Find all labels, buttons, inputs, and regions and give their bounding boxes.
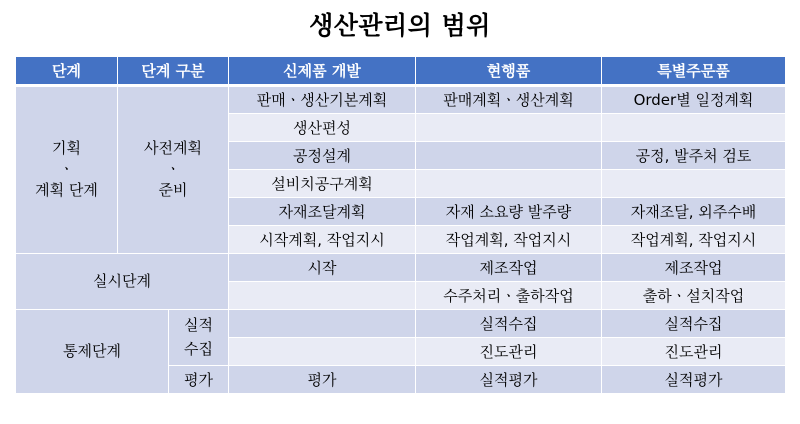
cell-new-product: 공정설계 [229, 141, 416, 169]
production-scope-table [15, 57, 786, 394]
cell-current-product: 실적평가 [416, 365, 602, 393]
cell-current-product: 수주처리ㆍ출하작업 [416, 281, 602, 309]
cell-special-order: 작업계획, 작업지시 [602, 225, 786, 253]
cell-new-product [229, 309, 416, 337]
cell-new-product: 판매ㆍ생산기본계획 [229, 85, 416, 113]
cell-new-product [229, 281, 416, 309]
cell-special-order: 진도관리 [602, 337, 786, 365]
cell-special-order: Order별 일정계획 [602, 85, 786, 113]
division-preplanning [118, 85, 229, 253]
cell-special-order: 실적수집 [602, 309, 786, 337]
cell-current-product: 자재 소요량 발주량 [416, 197, 602, 225]
cell-current-product: 진도관리 [416, 337, 602, 365]
cell-special-order [602, 113, 786, 141]
cell-new-product: 시작계획, 작업지시 [229, 225, 416, 253]
cell-new-product: 자재조달계획 [229, 197, 416, 225]
table-header-row [16, 57, 786, 85]
sub-stage-result-collection-line: 실적 [184, 316, 213, 334]
cell-special-order [602, 169, 786, 197]
header-current-product: 현행품 [416, 57, 602, 85]
cell-current-product: 실적수집 [416, 309, 602, 337]
cell-special-order: 출하ㆍ설치작업 [602, 281, 786, 309]
division-preplanning-line: ㆍ [165, 160, 181, 178]
cell-current-product: 작업계획, 작업지시 [416, 225, 602, 253]
table-row [16, 85, 786, 113]
header-new-product: 신제품 개발 [229, 57, 416, 85]
page-title: 생산관리의 범위 [309, 11, 491, 40]
header-stage-division: 단계 구분 [118, 57, 229, 85]
cell-special-order: 제조작업 [602, 253, 786, 281]
stage-control: 통제단계 [16, 309, 169, 393]
sub-stage-result-collection-line: 수집 [184, 340, 213, 358]
division-preplanning-line: 준비 [158, 181, 188, 199]
cell-special-order: 자재조달, 외주수배 [602, 197, 786, 225]
cell-current-product [416, 113, 602, 141]
cell-new-product: 시작 [229, 253, 416, 281]
stage-planning-line: 계획 단계 [35, 181, 98, 199]
stage-planning [16, 85, 118, 253]
sub-stage-evaluation: 평가 [169, 365, 229, 393]
cell-current-product: 판매계획ㆍ생산계획 [416, 85, 602, 113]
table-row [16, 309, 786, 337]
sub-stage-result-collection [169, 309, 229, 365]
cell-current-product [416, 141, 602, 169]
cell-new-product [229, 337, 416, 365]
cell-new-product: 평가 [229, 365, 416, 393]
stage-planning-line: ㆍ [59, 160, 74, 178]
cell-current-product [416, 169, 602, 197]
header-special-order: 특별주문품 [602, 57, 786, 85]
cell-current-product: 제조작업 [416, 253, 602, 281]
stage-execution: 실시단계 [16, 253, 229, 309]
table-row [16, 253, 786, 281]
cell-special-order: 실적평가 [602, 365, 786, 393]
stage-planning-line: 기획 [52, 139, 81, 157]
cell-new-product: 생산편성 [229, 113, 416, 141]
division-preplanning-line: 사전계획 [144, 139, 202, 157]
cell-special-order: 공정, 발주처 검토 [602, 141, 786, 169]
header-stage: 단계 [16, 57, 118, 85]
cell-new-product: 설비치공구계획 [229, 169, 416, 197]
